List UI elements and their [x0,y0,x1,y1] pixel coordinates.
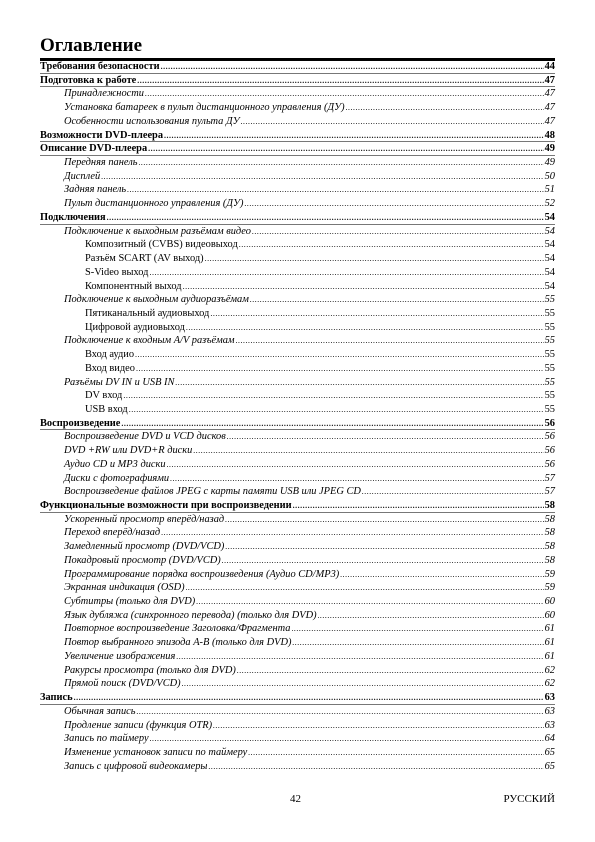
toc-entry-title: Увеличение изображения [64,650,176,662]
toc-entry-title: Язык дубляжа (синхронного перевода) (только для DVD) [64,609,317,621]
toc-entry[interactable] [40,513,555,527]
toc-entry-title: Экранная индикация (OSD) [64,582,185,594]
toc-entry-title: S-Video выход [85,266,149,278]
toc-entry-title: Подключение к выходным разъёмам видео [64,225,251,237]
toc-entry[interactable] [40,526,555,540]
dot-leader [74,691,544,705]
toc-entry-title: Возможности DVD-плеера [40,129,164,141]
toc-entry-page: 56 [544,445,555,457]
toc-entry[interactable] [40,211,555,225]
dot-leader [186,581,544,595]
toc-entry-title: Принадлежности [64,88,144,100]
toc-entry[interactable] [40,609,555,623]
toc-entry[interactable] [40,129,555,143]
toc-entry-title: Воспроизведение файлов JPEG с карты памяти USB или JPEG CD [64,486,361,498]
toc-entry-title: Задняя панель [64,184,127,196]
toc-entry-title: Пятиканальный аудиовыход [85,307,210,319]
dot-leader [123,389,543,403]
toc-entry-page: 62 [544,678,555,690]
toc-entry[interactable] [40,719,555,733]
toc-entry-title: Особенности использования пульта ДУ [64,115,240,127]
toc-entry-page: 58 [544,527,555,539]
toc-entry[interactable] [40,183,555,197]
toc-entry[interactable] [40,389,555,403]
toc-entry[interactable] [40,403,555,417]
dot-leader [239,238,544,252]
toc-entry[interactable] [40,760,555,774]
toc-entry-page: 56 [544,431,555,443]
dot-leader [137,74,543,88]
toc-entry-page: 55 [544,307,555,319]
toc-entry-title: Запись по таймеру [64,733,149,745]
toc-entry[interactable] [40,677,555,691]
toc-entry[interactable] [40,746,555,760]
toc-entry-title: DVD +RW или DVD+R диски [64,445,193,457]
page-title: Оглавление [40,35,143,56]
toc-entry-page: 55 [544,349,555,361]
toc-entry-page: 65 [544,760,555,772]
toc-entry-page: 55 [544,376,555,388]
toc-entry[interactable] [40,650,555,664]
toc-entry-title: Запись [40,692,73,704]
dot-leader [210,307,543,321]
toc-entry-page: 47 [544,74,555,86]
toc-entry[interactable] [40,595,555,609]
toc-entry[interactable] [40,197,555,211]
dot-leader [164,129,544,143]
toc-entry-title: Разъёмы DV IN и USB IN [64,376,175,388]
toc-entry[interactable] [40,60,555,74]
toc-entry-title: Повтор выбранного эпизода А-В (только для DVD) [64,637,292,649]
toc-entry[interactable] [40,430,555,444]
toc-entry-page: 55 [544,321,555,333]
toc-entry-page: 54 [544,280,555,292]
toc-entry-page: 57 [544,486,555,498]
dot-leader [139,156,544,170]
dot-leader [362,485,544,499]
toc-entry-title: Изменение установок записи по таймеру [64,746,248,758]
toc-entry-page: 55 [544,390,555,402]
dot-leader [101,170,543,184]
dot-leader [186,321,544,335]
toc-entry-page: 54 [544,211,555,223]
toc-entry[interactable] [40,540,555,554]
toc-entry-title: Обычная запись [64,705,136,717]
toc-entry[interactable] [40,499,555,513]
toc-entry[interactable] [40,472,555,486]
toc-entry[interactable] [40,417,555,431]
dot-leader [222,554,544,568]
dot-leader [241,115,544,129]
toc-entry-page: 49 [544,157,555,169]
toc-entry[interactable] [40,115,555,129]
toc-entry[interactable] [40,568,555,582]
dot-leader [227,430,544,444]
toc-entry-page: 47 [544,115,555,127]
dot-leader [161,526,543,540]
toc-entry-title: Прямой поиск (DVD/VCD) [64,678,181,690]
toc-entry-page: 49 [544,143,555,155]
toc-entry-page: 54 [544,239,555,251]
toc-entry-page: 44 [544,61,555,72]
toc-entry[interactable] [40,156,555,170]
toc-entry-title: Передняя панель [64,157,138,169]
dot-leader [236,334,544,348]
toc-entry-page: 64 [544,733,555,745]
dot-leader [167,458,544,472]
dot-leader [208,760,543,774]
toc-entry-title: Подключения [40,211,106,223]
toc-entry-page: 61 [544,623,555,635]
dot-leader [252,225,544,239]
toc-entry-page: 62 [544,664,555,676]
toc-entry-page: 56 [544,458,555,470]
toc-entry-page: 54 [544,225,555,237]
toc-entry[interactable] [40,622,555,636]
toc-entry-title: Аудио CD и MP3 диски [64,458,166,470]
toc-entry-page: 47 [544,88,555,100]
toc-entry[interactable] [40,664,555,678]
toc-entry-title: Запись с цифровой видеокамеры [64,760,208,772]
dot-leader [145,87,544,101]
toc-entry-page: 47 [544,102,555,114]
dot-leader [183,280,544,294]
toc-entry-page: 52 [544,198,555,210]
dot-leader [340,568,543,582]
dot-leader [136,705,543,719]
toc-entry-page: 55 [544,294,555,306]
dot-leader [225,513,543,527]
toc-entry-title: Переход вперёд/назад [64,527,161,539]
toc-entry-title: Ракурсы просмотра (только для DVD) [64,664,236,676]
dot-leader [193,444,543,458]
toc-entry[interactable] [40,444,555,458]
toc-entry-page: 61 [544,650,555,662]
toc-entry[interactable] [40,142,555,156]
toc-entry[interactable] [40,280,555,294]
toc-entry-page: 58 [544,513,555,525]
toc-entry-title: Программирование порядка воспроизведения (Аудио CD/MP3) [64,568,340,580]
dot-leader [107,211,544,225]
dot-leader [182,677,544,691]
toc-entry-page: 56 [544,417,555,429]
dot-leader [135,348,544,362]
toc-entry-title: Замедленный просмотр (DVD/VCD) [64,541,225,553]
toc-entry-title: Воспроизведение DVD и VCD дисков [64,431,226,443]
table-of-contents [40,60,555,773]
toc-entry[interactable] [40,321,555,335]
toc-entry-title: Диски с фотографиями [64,472,170,484]
toc-entry-page: 59 [544,568,555,580]
toc-entry-title: Субтитры (только для DVD) [64,596,196,608]
toc-entry[interactable] [40,266,555,280]
toc-entry-page: 50 [544,170,555,182]
dot-leader [293,499,544,513]
dot-leader [175,376,543,390]
toc-entry-page: 61 [544,637,555,649]
toc-entry-title: DV вход [85,390,123,402]
toc-entry[interactable] [40,581,555,595]
toc-entry[interactable] [40,691,555,705]
toc-entry-title: Пульт дистанционного управления (ДУ) [64,198,244,210]
toc-entry[interactable] [40,705,555,719]
toc-entry-page: 55 [544,403,555,415]
toc-entry[interactable] [40,334,555,348]
dot-leader [150,732,544,746]
dot-leader [205,252,544,266]
toc-entry-page: 54 [544,253,555,265]
dot-leader [136,362,544,376]
dot-leader [248,746,543,760]
toc-entry[interactable] [40,101,555,115]
toc-entry-title: Покадровый просмотр (DVD/VCD) [64,554,221,566]
toc-entry[interactable] [40,293,555,307]
dot-leader [244,197,543,211]
language-label: РУССКИЙ [503,793,555,805]
toc-entry-page: 63 [544,692,555,704]
toc-entry-title: Вход аудио [85,349,135,361]
toc-entry[interactable] [40,458,555,472]
dot-leader [213,719,544,733]
dot-leader [237,664,544,678]
dot-leader [161,60,544,74]
toc-entry-page: 48 [544,129,555,141]
toc-entry-page: 54 [544,266,555,278]
toc-entry-page: 60 [544,596,555,608]
toc-entry-title: Разъём SCART (AV выход) [85,253,204,265]
toc-entry[interactable] [40,170,555,184]
toc-entry[interactable] [40,74,555,88]
dot-leader [148,142,543,156]
toc-entry[interactable] [40,636,555,650]
dot-leader [292,622,544,636]
toc-entry-page: 65 [544,746,555,758]
toc-entry-title: Подключение к выходным аудиоразъёмам [64,294,249,306]
dot-leader [292,636,543,650]
toc-entry-page: 63 [544,705,555,717]
toc-entry[interactable] [40,252,555,266]
toc-entry-page: 58 [544,541,555,553]
toc-entry-title: Воспроизведение [40,417,121,429]
toc-entry[interactable] [40,225,555,239]
toc-entry-page: 59 [544,582,555,594]
toc-entry-title: Композитный (CVBS) видеовыход [85,239,238,251]
toc-entry[interactable] [40,554,555,568]
dot-leader [129,403,544,417]
toc-entry-title: Функциональные возможности при воспроизведении [40,500,292,511]
dot-leader [225,540,543,554]
toc-entry[interactable] [40,362,555,376]
toc-entry-title: Повторное воспроизведение Заголовка/Фрагмента [64,623,291,635]
toc-entry-title: Установка батареек в пульт дистанционного управления (ДУ) [64,102,345,114]
toc-entry[interactable] [40,87,555,101]
toc-entry[interactable] [40,348,555,362]
toc-entry-title: Дисплей [64,170,101,182]
toc-entry-page: 58 [544,554,555,566]
dot-leader [121,417,543,431]
toc-entry-title: Требования безопасности [40,61,160,72]
toc-entry-title: Компонентный выход [85,280,182,292]
toc-entry-title: Описание DVD-плеера [40,143,148,155]
toc-entry-title: Подключение к входным A/V разъёмам [64,335,235,347]
toc-entry-title: Вход видео [85,362,135,374]
dot-leader [149,266,543,280]
toc-entry-title: Подготовка к работе [40,74,137,86]
toc-entry[interactable] [40,307,555,321]
toc-entry[interactable] [40,485,555,499]
dot-leader [176,650,543,664]
toc-entry-page: 51 [544,184,555,196]
dot-leader [127,183,543,197]
dot-leader [318,609,544,623]
toc-entry-page: 55 [544,362,555,374]
toc-entry-title: Цифровой аудиовыход [85,321,185,333]
toc-entry-page: 55 [544,335,555,347]
toc-entry-page: 60 [544,609,555,621]
toc-entry-page: 57 [544,472,555,484]
toc-entry-page: 63 [544,719,555,731]
dot-leader [170,472,544,486]
dot-leader [250,293,544,307]
toc-entry-title: Ускоренный просмотр вперёд/назад [64,513,225,525]
toc-entry[interactable] [40,376,555,390]
toc-entry-title: USB вход [85,403,128,415]
dot-leader [196,595,543,609]
toc-entry[interactable] [40,238,555,252]
page-number: 42 [290,793,301,805]
toc-entry[interactable] [40,732,555,746]
toc-entry-page: 58 [544,500,555,511]
dot-leader [346,101,544,115]
toc-entry-title: Продление записи (функция OTR) [64,719,213,731]
